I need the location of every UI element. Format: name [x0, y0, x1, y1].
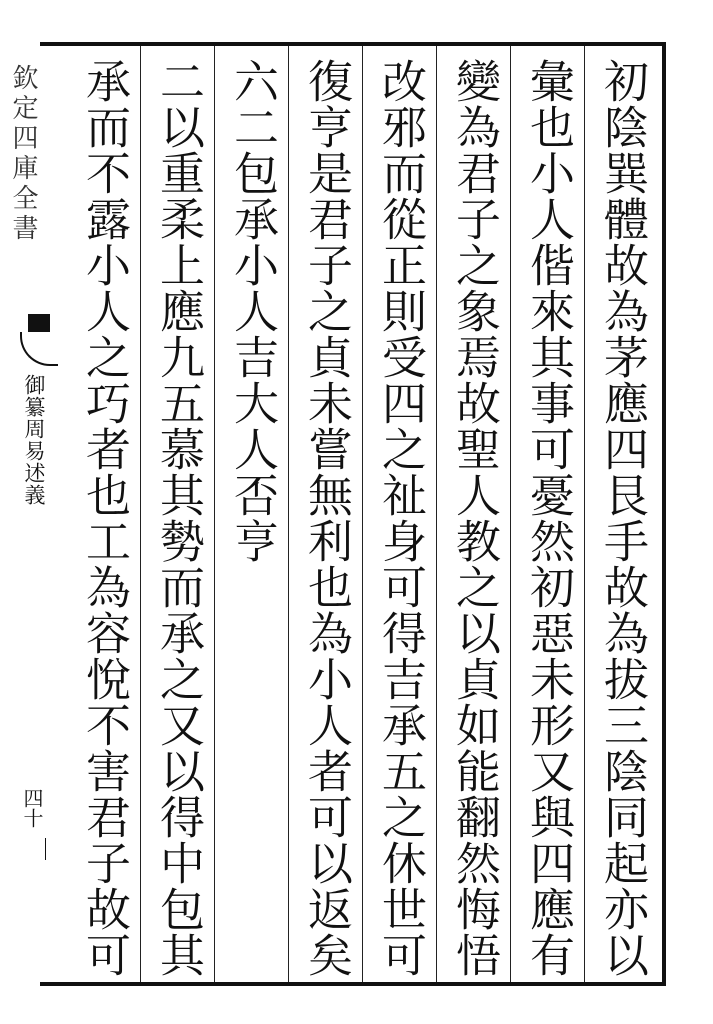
text-column-7: 二以重柔上應九五慕其勢而承之又以得中包其	[152, 58, 205, 978]
text-column-1: 初陰巽體故為茅應四艮手故為拔三陰同起亦以	[596, 58, 649, 978]
column-rule	[362, 46, 363, 982]
column-rule	[214, 46, 215, 982]
library-title: 欽定四庫全書	[8, 64, 38, 244]
page-margin	[0, 46, 66, 982]
text-column-6: 六二包承小人吉大人否亨	[226, 58, 279, 564]
text-column-2: 彙也小人偕來其事可憂然初惡未形又與四應有	[522, 58, 575, 978]
fishtail-mark	[28, 314, 50, 332]
text-column-4: 改邪而從正則受四之祉身可得吉承五之休世可	[374, 58, 427, 978]
column-rule	[140, 46, 141, 982]
text-column-8: 承而不露小人之巧者也工為容悅不害君子故可	[78, 58, 131, 978]
column-rule	[288, 46, 289, 982]
fishtail-curve	[20, 332, 58, 366]
column-rule	[584, 46, 585, 982]
column-rule	[510, 46, 511, 982]
page-number-rule	[45, 838, 46, 860]
text-column-3: 變為君子之象焉故聖人教之以貞如能翻然悔悟	[448, 58, 501, 978]
page-number: 四十	[20, 788, 44, 828]
column-rule	[436, 46, 437, 982]
book-title: 御纂周易述義	[22, 374, 46, 506]
text-column-5: 復亨是君子之貞未嘗無利也為小人者可以返矣	[300, 58, 353, 978]
text-body	[66, 46, 662, 982]
